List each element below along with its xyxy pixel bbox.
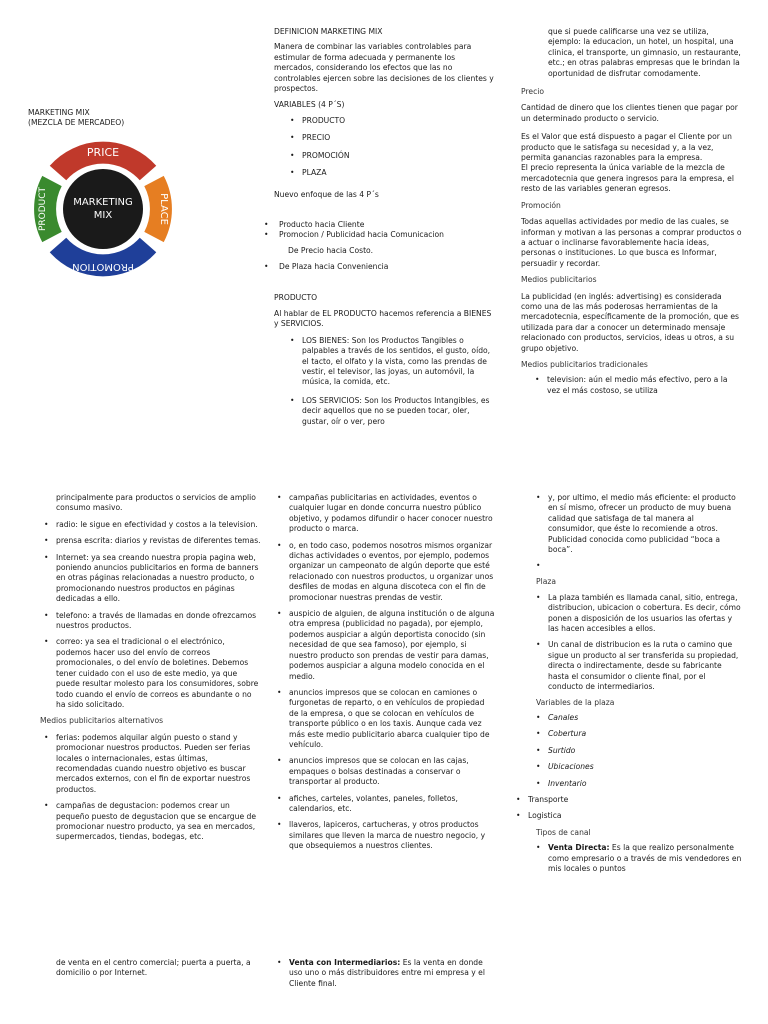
label-product: PRODUCT [38,186,48,232]
col6 [528,493,743,874]
bienes-item: • LOS BIENES: Son los Productos Tangibles o palpables a través de los sentidos, el gusto, oído, el tacto, el olfato y la vista, como las prendas de vestir, el televisor, las joyas, un automóvil, la música, la comida, etc. [302,336,496,388]
servicios-item: • LOS SERVICIOS: Son los Productos Intangibles, es decir aquellos que no se pueden tocar, oler, gustar, oír o ver, pero [302,396,496,427]
enfoque-block [274,220,496,427]
col4 [40,493,262,843]
vars-plaza-list-2 [516,795,743,822]
list-item: • anuncios impresos que se colocan en las cajas, empaques o bolsas destinadas a conservar o transportar al producto. [289,756,496,787]
venta-directa-text: Es la que realizo personalmente como empresario o a través de mis vendedores en mis locales o puntos [548,843,742,873]
list-item: • La plaza también es llamada canal, sitio, entrega, distribucion, ubicacion o cobertura. Es decir, cómo ponen a disposición de los usuarios las ofertas y las hacen accesibles a ellos. [548,593,743,635]
list-item: • Logistica [528,811,743,821]
list-item: • Cobertura [548,729,743,739]
precio-3: El precio representa la única variable de la mezcla de mercadotecnia que genera ingresos para la empresa, el resto de las variables generan egresos. [521,163,734,194]
tipos-list [536,843,743,874]
tradicionales-list [521,375,743,396]
list-item: • Transporte [528,795,743,805]
list-item: • radio: le sigue en efectividad y costos a la television. [56,520,262,530]
list-item: • prensa escrita: diarios y revistas de diferentes temas. [56,536,262,546]
col1 [28,108,228,129]
list-item: • PLAZA [302,168,496,178]
boca-list [536,493,743,571]
precio-2: Es el Valor que está dispuesto a pagar el Cliente por un producto que le satisfaga su necesidad y, a la vez, permita ganancias razonables para la empresa. [521,132,732,163]
plaza-title: Plaza [536,577,556,587]
list-item: • PRODUCTO [302,116,496,126]
intermediarios-item [289,958,496,989]
vars-plaza-title: Variables de la plaza [536,697,615,707]
vars-plaza-list [536,713,743,789]
tipos-title: Tipos de canal [536,827,591,837]
list-item: • Canales [548,713,743,723]
vars-list [274,116,496,179]
precio-title: Precio [521,87,545,97]
promo-title: Promoción [521,200,561,210]
list-item: • telefono: a través de llamadas en donde ofrezcamos nuestros productos. [56,611,262,632]
list-item: • PROMOCIÓN [302,151,496,161]
list-item: • Inventario [548,779,743,789]
list-item: • Promocion / Publicidad hacia Comunicacion [276,230,496,240]
precio-1: Cantidad de dinero que los clientes tienen que pagar por un determinado producto o servicio. [521,103,738,123]
producto-intro: Al hablar de EL PRODUCTO hacemos referencia a BIENES y SERVICIOS. [274,309,492,329]
venta-directa-item [548,843,743,874]
list-item: • y, por ultimo, el medio más eficiente: el producto en sí mismo, ofrecer un producto de muy buena calidad que satisfaga de tal manera al consumidor, que éste lo recomiende a otros. Publicidad conocida como publicidad “boca a boca”. [548,493,743,555]
plaza-list [536,593,743,693]
alt-list [40,733,262,843]
intermediarios-list [289,958,496,989]
intermediarios-label: Venta con Intermediarios: [289,958,401,967]
promo-text: Todas aquellas actividades por medio de las cuales, se informan y motivan a las personas a comprar productos o a actuar o inclinarse favorablemente hacia ideas, personas o instituciones. Lo que busca es Informar, persuadir y recordar. [521,217,742,268]
list-item: • ferias: podemos alquilar algún puesto o stand y promocionar nuestros productos. Pueden ser ferias locales o internacionales, estas últimas, recomendadas cuando nuestro objetivo es buscar mercados externos, con el fin de exportar nuestros productos. [56,733,262,795]
tradicionales-title: Medios publicitarios tradicionales [521,359,648,369]
enfoque-title: Nuevo enfoque de las 4 P´s [274,190,379,200]
col7 [56,958,256,979]
label-place: PLACE [158,193,169,225]
medios-title: Medios publicitarios [521,275,597,285]
marketing-mix-diagram [30,137,176,277]
list-item: • campañas de degustacion: podemos crear un pequeño puesto de degustacion que se encargue de promocionar nuestro producto, ya sea en mercados, supermercados, tiendas, bodegas, etc. [56,801,262,843]
list-item: • De Plaza hacia Conveniencia [276,262,496,272]
alt-list-cont [289,493,496,852]
trad-list [40,520,262,711]
def-title: DEFINICION MARKETING MIX [274,27,383,36]
intermediarios-text: Es la venta en donde uso uno o más distribuidores entre mi empresa y el Cliente final. [289,958,485,988]
venta-directa-cont: de venta en el centro comercial; puerta a puerta, a domicilio o por Internet. [56,958,251,978]
center-line-2: MIX [93,210,113,221]
list-item-empty [548,561,743,571]
col5 [289,493,496,852]
list-item: • correo: ya sea el tradicional o el electrónico, podemos hacer uso del envío de correos promocionales, o del envío de boletines. Debemos tener cuidado con el uso de este medio, ya que puede resultar molesto para los consumidores, sobre todo cuando el envío de correos es abundante o no ha sido solicitado. [56,637,262,710]
enfoque-list [274,220,496,273]
doc-subtitle: (MEZCLA DE MERCADEO) [28,118,125,128]
list-item: • Internet: ya sea creando nuestra propia pagina web, poniendo anuncios publicitarios en forma de banners en otras páginas relacionadas a nuestro producto, o promocionando nuestros productos en páginas dedicadas a ello. [56,553,262,605]
list-item: • llaveros, lapiceros, cartucheras, y otros productos similares que lleven la marca de nuestro negocio, y que obsequiemos a nuestros clientes. [289,820,496,851]
list-item: De Precio hacia Costo. [288,245,373,255]
list-item: • television: aún el medio más efectivo, pero a la vez el más costoso, se utiliza [547,375,743,396]
producto-title: PRODUCTO [274,292,318,302]
publicidad-text: La publicidad (en inglés: advertising) es considerada como una de las más poderosas herramientas de la mercadotecnia, específicamente de la promoción, que es utilizada para dar a conocer un determinado mensaje relacionado con productos, servicios, ideas u otros, a su grupo objetivo. [521,291,739,353]
producto-list [274,336,496,427]
list-item: • Un canal de distribucion es la ruta o camino que sigue un producto al ser transferida su propiedad, directa o indirectamente, desde su fabricante hasta el consumidor o cliente final, por el conducto de intermediarios. [548,640,743,692]
list-item: • Producto hacia Cliente [276,220,496,230]
list-item: • Ubicaciones [548,762,743,772]
list-item: • auspicio de alguien, de alguna institución o de alguna otra empresa (publicidad no pagada), por ejemplo, podemos auspiciar a algún deportista conocido (sin necesidad de que sea famoso), por ejemplo, si nuestro producto son prendas de vestir para damas, podemos auspiciar a alguna modelo conocida en el medio. [289,609,496,682]
col8 [289,958,496,989]
center-line-1: MARKETING [73,197,133,208]
doc-title: MARKETING MIX [28,108,90,117]
vars-title: VARIABLES (4 P´S) [274,100,345,110]
list-item: • campañas publicitarias en actividades, eventos o cualquier lugar en donde concurra nuestro público objetivo, y podamos difundir o hacer conocer nuestro producto o marca. [289,493,496,535]
list-item: • anuncios impresos que se colocan en camiones o furgonetas de reparto, o en vehículos de propiedad de la empresa, o que se colocan en vehículos de transporte público o en los taxis. Aunque cada vez más este medio publicitario abarca cualquier tipo de vehículo. [289,688,496,750]
col3 [521,27,743,396]
television-cont: principalmente para productos o servicios de amplio consumo masivo. [56,493,256,513]
venta-directa-label: Venta Directa: [548,843,610,853]
label-promotion: PROMOTION [72,261,134,272]
list-item: • o, en todo caso, podemos nosotros mismos organizar dichas actividades o eventos, por ejemplo, podemos organizar un campeonato de algún deporte que esté relacionado con nuestros productos, u organizar unos desfiles de modas en alguna discoteca con el fin de promocionar nuestras prendas de vestir. [289,541,496,603]
col2 [274,27,496,206]
servicios-cont: que si puede calificarse una vez se utiliza, ejemplo: la educacion, un hotel, un hospital, una clinica, el transporte, un gimnasio, un restaurante, etc.; en otras palabras empresas que le brindan la oportunidad de disfrutar comodamente. [548,27,741,78]
center-circle [63,169,143,249]
list-item: • PRECIO [302,133,496,143]
list-item: • Surtido [548,746,743,756]
alt-title: Medios publicitarios alternativos [40,716,164,726]
list-item: • afiches, carteles, volantes, paneles, folletos, calendarios, etc. [289,794,496,815]
label-price: PRICE [86,146,120,159]
def-text: Manera de combinar las variables controlables para estimular de forma adecuada y permanente los mercados, considerando los efectos que las no controlables ejercen sobre las decisiones de los clientes y prospectos. [274,42,494,94]
